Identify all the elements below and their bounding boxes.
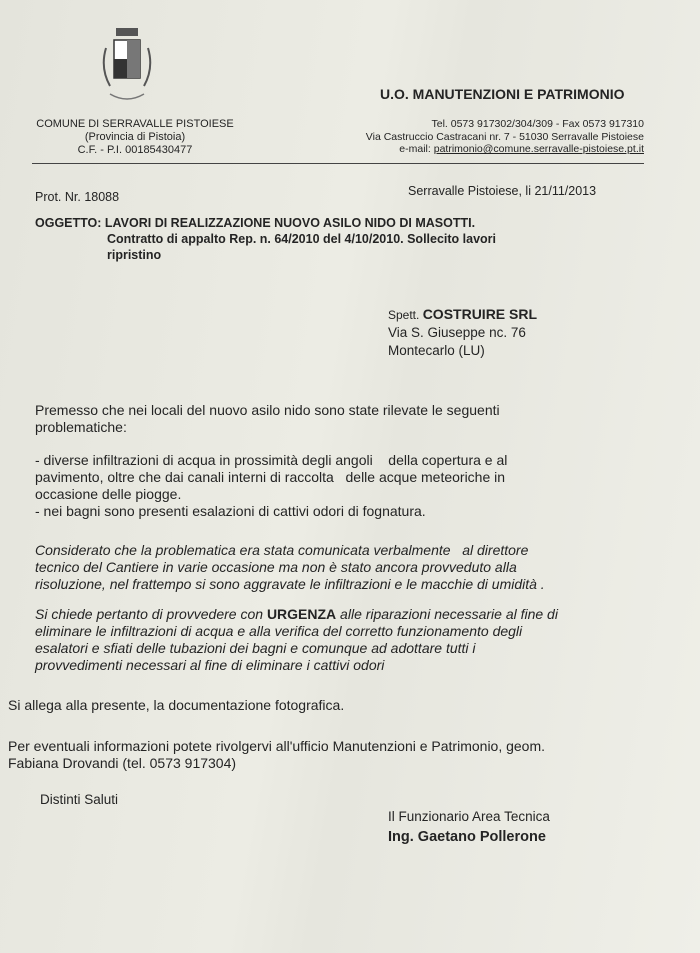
recipient-city: Montecarlo (LU) (388, 343, 485, 358)
office-contacts (366, 118, 644, 156)
text-line: Per eventuali informazioni potete rivolgervi all'ufficio Manutenzioni e Patrimonio, geom. (8, 738, 546, 754)
paragraph-request (35, 606, 665, 674)
text-line: Fabiana Drovandi (tel. 0573 917304) (8, 755, 237, 771)
recipient (388, 305, 537, 360)
email-label: e-mail: (399, 143, 434, 155)
list-item: pavimento, oltre che dai canali interni di raccolta delle acque meteoriche in (35, 469, 506, 485)
office-title: U.O. MANUTENZIONI E PATRIMONIO (380, 86, 625, 102)
text-line: esalatori e sfiati delle tubazioni dei bagni e comunque ad adottare tutti i (35, 640, 476, 656)
text-line: provvedimenti necessari al fine di eliminare i cattivi odori (35, 657, 385, 673)
email-link[interactable]: patrimonio@comune.serravalle-pistoiese.pt.it (433, 143, 644, 155)
text-line: Premesso che nei locali del nuovo asilo nido sono state rilevate le seguenti (35, 402, 500, 418)
paragraph-premise (35, 402, 665, 436)
signer-name: Ing. Gaetano Pollerone (388, 829, 546, 845)
subject-line: LAVORI DI REALIZZAZIONE NUOVO ASILO NIDO DI MASOTTI. (104, 216, 476, 230)
recipient-name: COSTRUIRE SRL (422, 306, 538, 322)
subject-line: ripristino (107, 248, 162, 262)
subject-line: Contratto di appalto Rep. n. 64/2010 del 4/10/2010. Sollecito lavori (107, 232, 497, 246)
municipality-name: COMUNE DI SERRAVALLE PISTOIESE (36, 118, 234, 130)
problem-list (35, 452, 665, 520)
protocol-number: Prot. Nr. 18088 (35, 190, 120, 204)
list-item: - diverse infiltrazioni di acqua in prossimità degli angoli della copertura e al (35, 452, 508, 468)
tax-code: C.F. - P.I. 00185430477 (77, 144, 193, 156)
place-date: Serravalle Pistoiese, li 21/11/2013 (408, 184, 597, 198)
text-line: Si allega alla presente, la documentazione fotografica. (8, 697, 345, 713)
office-address: Via Castruccio Castracani nr. 7 - 51030 Serravalle Pistoiese (365, 130, 644, 143)
text-line: problematiche: (35, 419, 127, 435)
closing: Distinti Saluti (40, 792, 119, 807)
header-divider (32, 163, 644, 164)
signer-role: Il Funzionario Area Tecnica (388, 809, 550, 824)
urgent-text: URGENZA (266, 606, 337, 622)
province: (Provincia di Pistoia) (84, 131, 186, 143)
text-line: Considerato che la problematica era stata comunicata verbalmente al direttore (35, 542, 529, 558)
text-part: alle riparazioni necessarie al fine di (336, 606, 558, 622)
list-item: - nei bagni sono presenti esalazioni di cattivi odori di fognatura. (35, 503, 426, 519)
phone-fax: Tel. 0573 917302/304/309 - Fax 0573 917310 (431, 118, 644, 130)
municipality-header (20, 118, 250, 157)
subject-label: OGGETTO: (35, 216, 105, 230)
paragraph-info (8, 738, 688, 772)
salutation: Spett. (388, 308, 423, 322)
paragraph-considered (35, 542, 665, 593)
text-line: eliminare le infiltrazioni di acqua e alla verifica del corretto funzionamento degli (35, 623, 523, 639)
list-item: occasione delle piogge. (35, 486, 182, 502)
signature-block (388, 806, 550, 848)
text-line: risoluzione, nel frattempo si sono aggravate le infiltrazioni e le macchie di umidità . (35, 576, 545, 592)
subject (35, 215, 496, 263)
text-part: Si chiede pertanto di provvedere con (35, 606, 267, 622)
recipient-street: Via S. Giuseppe nc. 76 (388, 325, 526, 340)
text-line: tecnico del Cantiere in varie occasione ma non è stato ancora provveduto alla (35, 559, 517, 575)
coat-of-arms-icon (96, 28, 158, 110)
paragraph-attachment (8, 697, 638, 714)
